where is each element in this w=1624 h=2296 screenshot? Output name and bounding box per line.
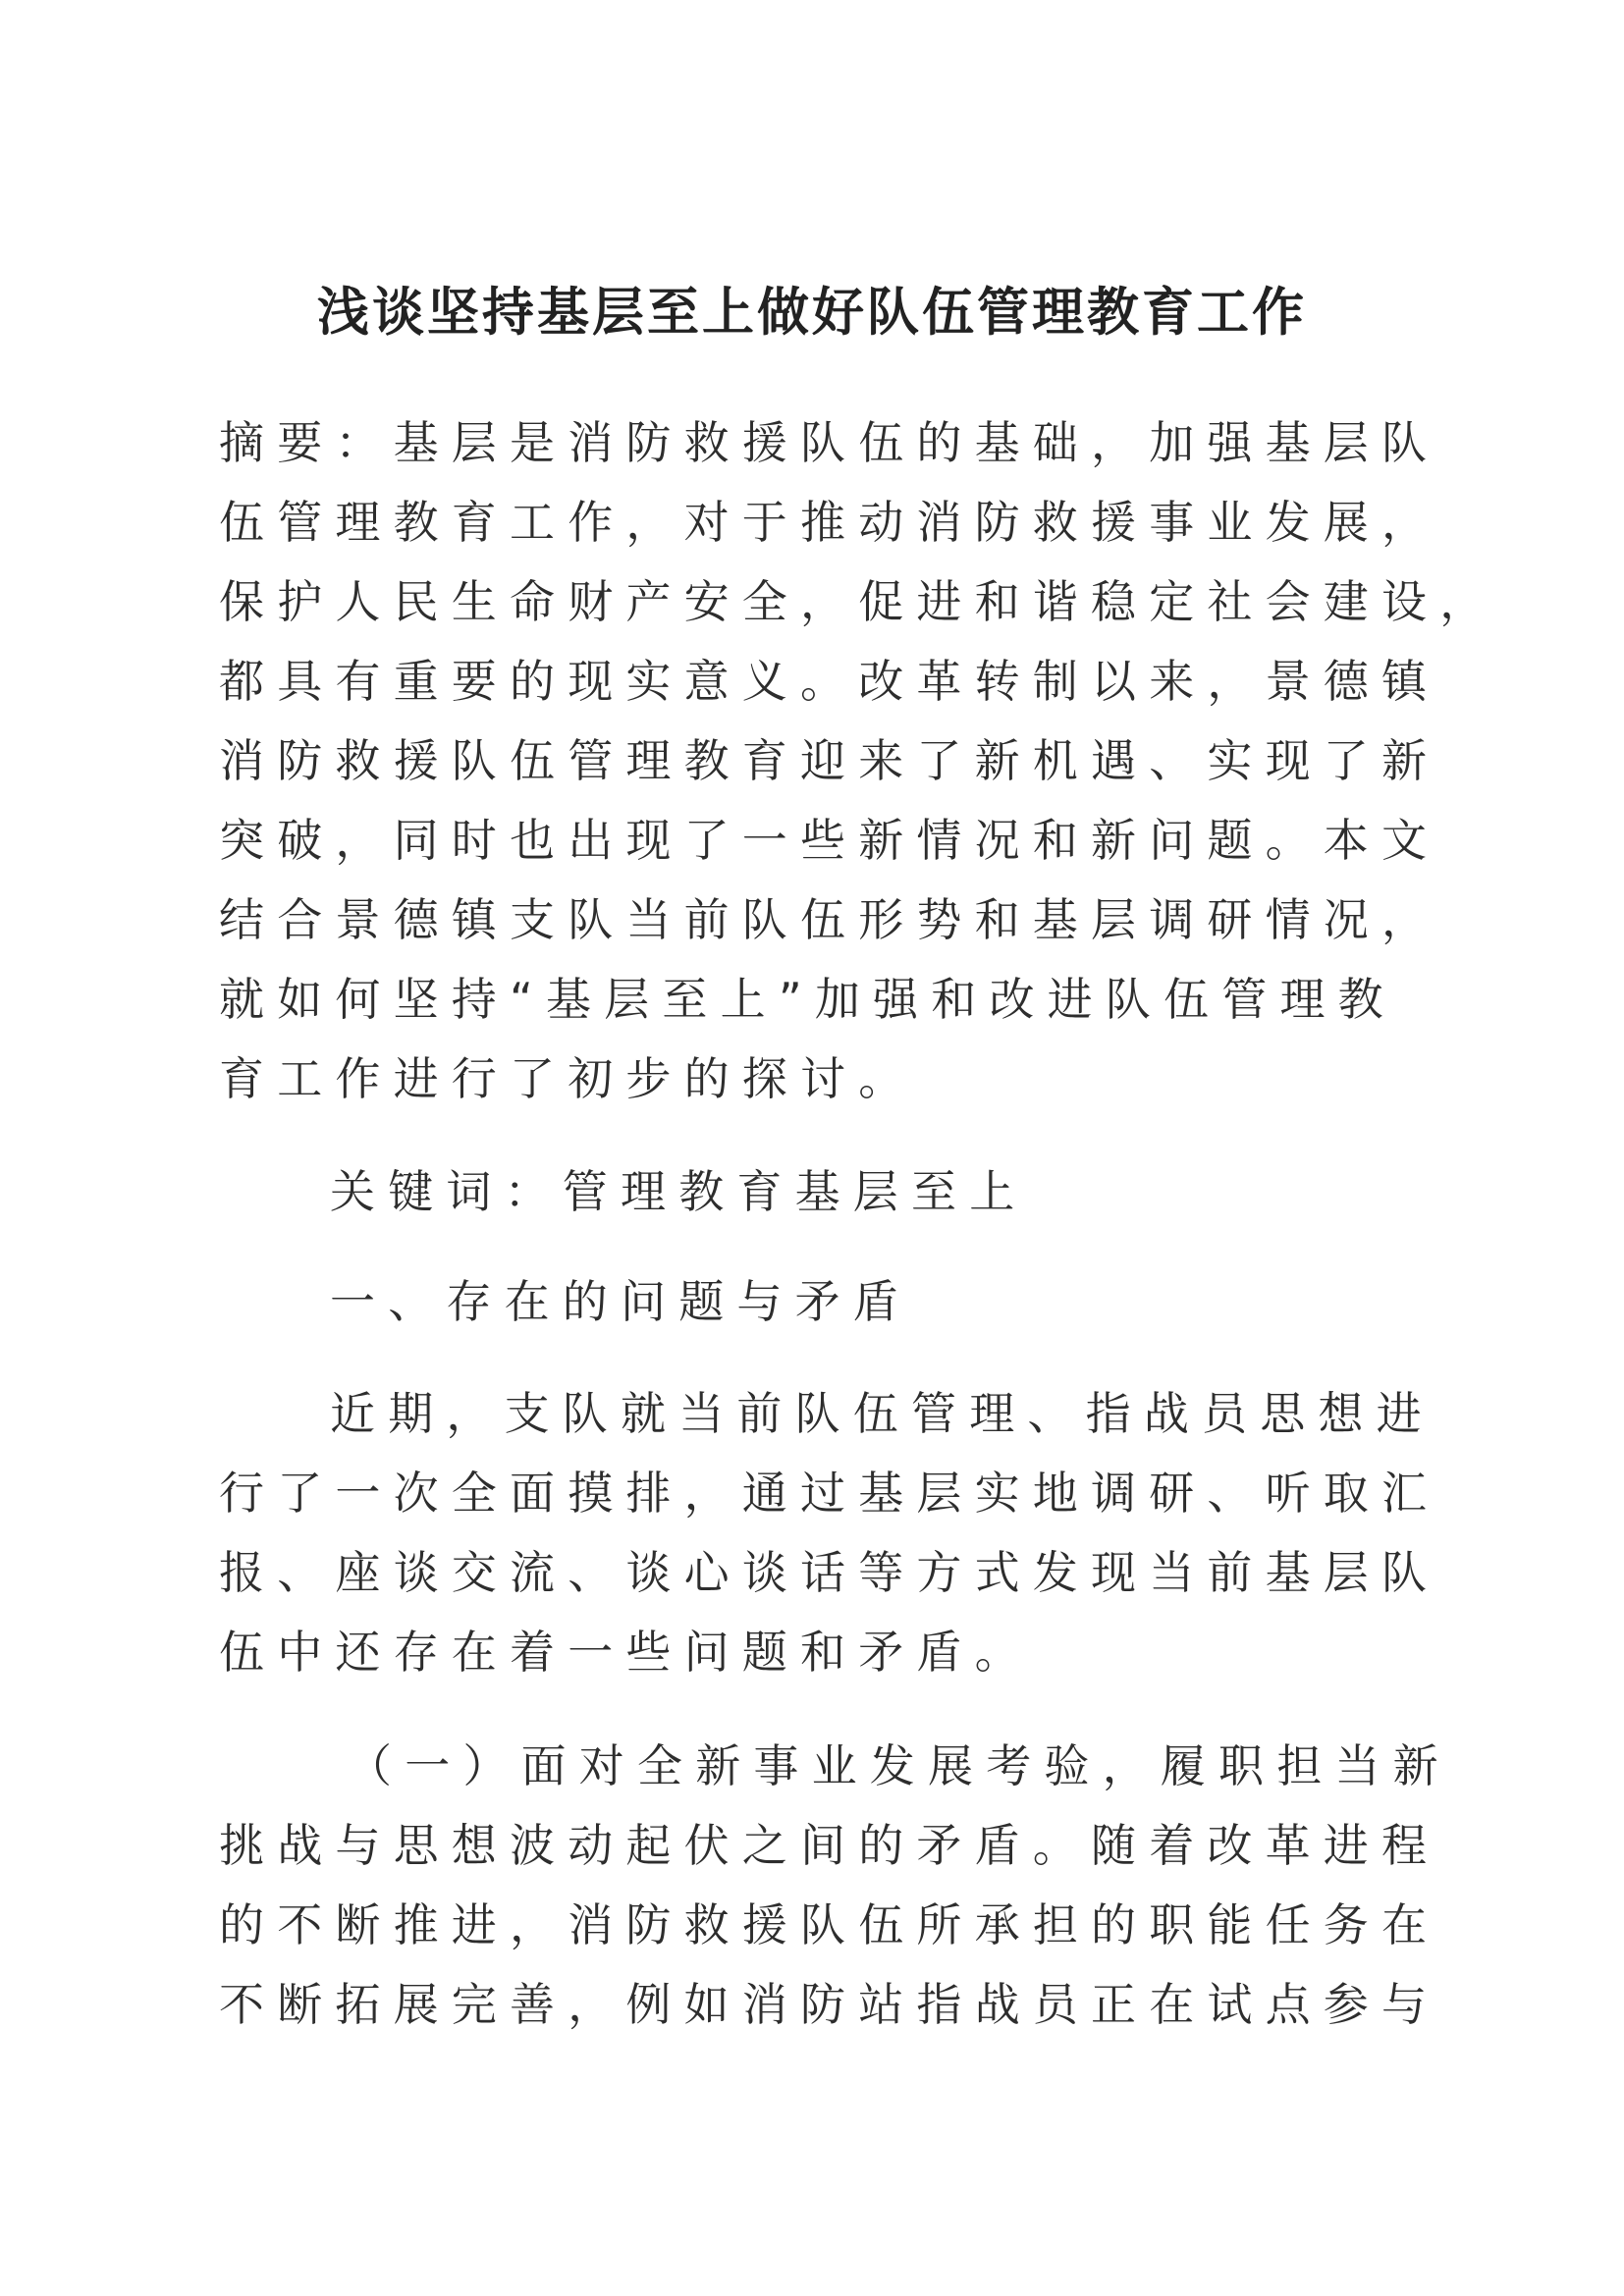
paragraph-line: 近期，支队就当前队伍管理、指战员思想进 (330, 1387, 1435, 1440)
abstract-line: 育工作进行了初步的探讨。 (219, 1052, 917, 1105)
paragraph-line: 的不断推进，消防救援队伍所承担的职能任务在 (219, 1898, 1440, 1951)
paragraph-line: 伍中还存在着一些问题和矛盾。 (219, 1626, 1033, 1679)
paragraph-line: 不断拓展完善，例如消防站指战员正在试点参与 (219, 1978, 1440, 2031)
abstract-line: 突破，同时也出现了一些新情况和新问题。本文 (219, 814, 1440, 867)
document-title: 浅谈坚持基层至上做好队伍管理教育工作 (317, 283, 1307, 343)
abstract-line: 都具有重要的现实意义。改革转制以来，景德镇 (219, 655, 1440, 708)
keywords-line: 关键词：管理教育基层至上 (330, 1165, 1028, 1218)
abstract-line: 结合景德镇支队当前队伍形势和基层调研情况， (219, 893, 1440, 946)
abstract-line: 就如何坚持“基层至上”加强和改进队伍管理教 (219, 973, 1396, 1026)
abstract-line: 保护人民生命财产安全，促进和谐稳定社会建设， (219, 575, 1498, 628)
abstract-line: 消防救援队伍管理教育迎来了新机遇、实现了新 (219, 734, 1440, 787)
paragraph-line: 报、座谈交流、谈心谈话等方式发现当前基层队 (219, 1546, 1440, 1599)
paragraph-line: （一）面对全新事业发展考验，履职担当新 (347, 1739, 1451, 1792)
section-heading: 一、存在的问题与矛盾 (330, 1275, 911, 1328)
paragraph-line: 挑战与思想波动起伏之间的矛盾。随着改革进程 (219, 1819, 1440, 1872)
abstract-line: 摘要：基层是消防救援队伍的基础，加强基层队 (219, 416, 1440, 469)
abstract-line: 伍管理教育工作，对于推动消防救援事业发展， (219, 496, 1440, 549)
paragraph-line: 行了一次全面摸排，通过基层实地调研、听取汇 (219, 1467, 1440, 1520)
